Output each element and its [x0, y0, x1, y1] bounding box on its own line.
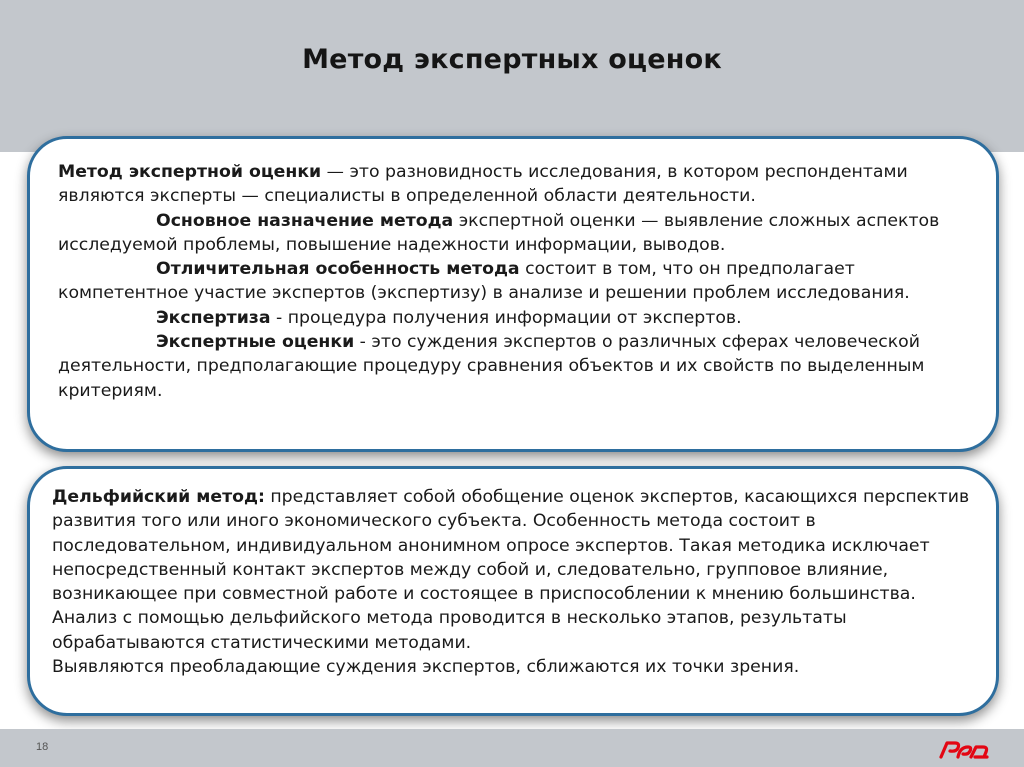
rzd-logo-icon — [938, 736, 992, 762]
footer-band — [0, 729, 1024, 767]
header-band — [0, 0, 1024, 152]
purpose-text: экспертной оценки — выявление сложных аспектов исследуемой проблемы, повышение надежности информации, выводов. — [58, 210, 940, 255]
delphi-card — [27, 466, 999, 716]
term-expert-assessments: Экспертные оценки — [156, 332, 355, 353]
feature-text: состоит в том, что он предполагает компетентное участие экспертов (экспертизу) в анализе и решении проблем исследования. — [58, 259, 910, 304]
delphi-text: представляет собой обобщение оценок экспертов, касающихся перспектив развития того или иного экономического субъекта. Особенность метода состоит в последовательном, индивидуальном анонимном опросе экспертов. Такая методика исключает непосредственный контакт экспертов между собой и, следовательно, групповое влияние, возникающее при совместной работе и состоящее в приспособлении к мнению большинства. — [52, 487, 970, 605]
page-number: 18 — [36, 741, 49, 753]
analysis-paragraph: Анализ с помощью дельфийского метода проводится в несколько этапов, результаты обрабатываются статистическими методами. — [52, 608, 847, 653]
term-distinctive-feature: Отличительная особенность метода — [156, 259, 520, 280]
delphi-paragraph — [52, 485, 970, 606]
expertise-paragraph — [58, 306, 970, 330]
term-main-purpose: Основное назначение метода — [156, 210, 454, 231]
term-expertise: Экспертиза — [156, 307, 271, 328]
slide-title: Метод экспертных оценок — [302, 44, 722, 75]
conclusion-paragraph: Выявляются преобладающие суждения экспертов, сближаются их точки зрения. — [52, 657, 800, 678]
purpose-paragraph — [58, 209, 970, 258]
definition-card — [27, 136, 999, 452]
expert-assessments-paragraph — [58, 330, 970, 403]
term-delphi-method: Дельфийский метод: — [52, 487, 265, 507]
feature-paragraph — [58, 257, 970, 306]
definition-text: — это разновидность исследования, в котором респондентами являются эксперты — специалисты в определенной области деятельности. — [58, 162, 908, 207]
definition-paragraph — [58, 160, 970, 209]
expert-assessments-text: - это суждения экспертов о различных сферах человеческой деятельности, предполагающие процедуру сравнения объектов и их свойств по выделенным критериям. — [58, 332, 925, 401]
term-expert-method: Метод экспертной оценки — [58, 162, 322, 182]
expertise-text: - процедура получения информации от экспертов. — [270, 307, 742, 328]
